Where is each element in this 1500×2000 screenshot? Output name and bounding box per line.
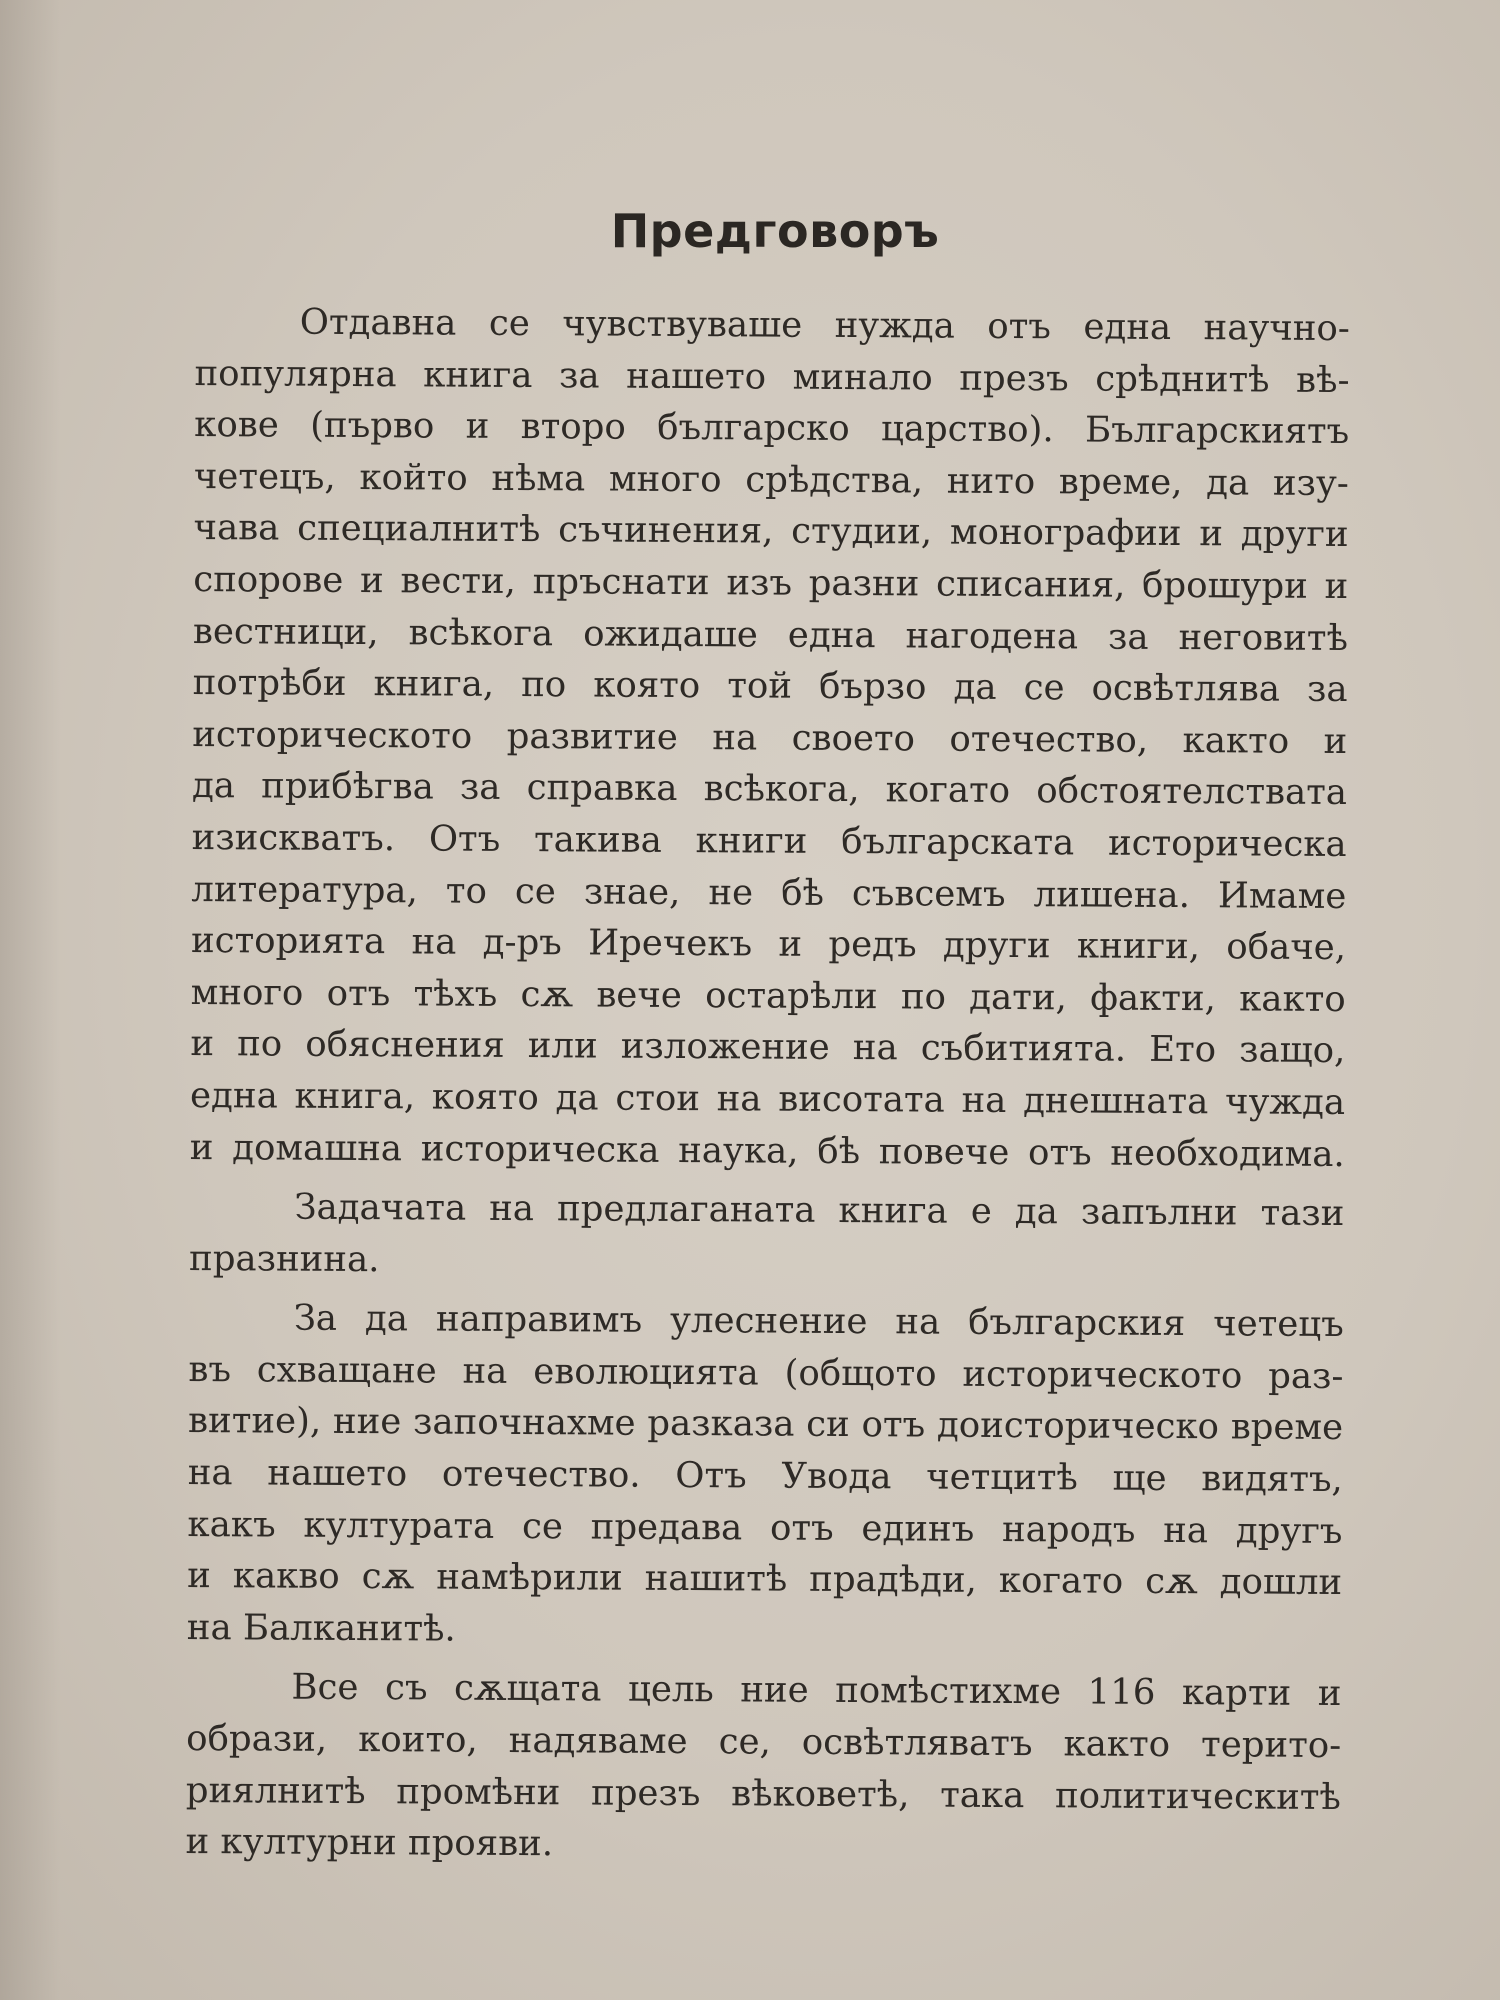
text-line: празнина. <box>188 1237 380 1280</box>
text-line: историческото развитие на своето отечество, както и <box>192 713 1348 762</box>
paragraph-3 <box>187 1292 1344 1660</box>
page-title: Предговоръ <box>610 204 940 258</box>
text-line: популярна книга за нашето минало презъ срѣднитѣ вѣ- <box>194 352 1350 401</box>
text-line: Задачата на предлаганата книга е да запълни тази <box>294 1186 1345 1235</box>
text-line: потрѣби книга, по която той бързо да се освѣтлява за <box>192 662 1348 711</box>
text-line: вестници, всѣкога ожидаше една нагодена за неговитѣ <box>192 610 1349 659</box>
text-line: на нашето отечество. Отъ Увода четцитѣ ще видятъ, <box>187 1452 1343 1501</box>
text-line: Все съ сѫщата цель ние помѣстихме 116 карти и <box>291 1667 1342 1715</box>
paragraph-4 <box>185 1661 1341 1874</box>
text-line: и по обяснения или изложение на събитията. Ето защо, <box>190 1023 1346 1072</box>
text-line: и домашна историческа наука, бѣ повече отъ необходима. <box>189 1126 1345 1175</box>
text-line: и културни прояви. <box>185 1821 554 1865</box>
text-line: на Балканитѣ. <box>186 1606 456 1650</box>
text-line: какъ културата се предава отъ единъ народъ на другъ <box>187 1503 1343 1552</box>
text-line: риялнитѣ промѣни презъ вѣковетѣ, така политическитѣ <box>185 1769 1341 1818</box>
text-line: и какво сѫ намѣрили нашитѣ прадѣди, когато сѫ дошли <box>187 1555 1343 1604</box>
paragraph-2 <box>189 1181 1345 1291</box>
paragraph-1 <box>190 296 1350 1180</box>
text-line: кове (първо и второ българско царство). Българскиятъ <box>194 404 1350 453</box>
text-line: литература, то се знае, не бѣ съвсемъ лишена. Имаме <box>191 868 1347 917</box>
text-line: въ схващане на еволюцията (общото историческото раз- <box>188 1348 1344 1397</box>
text-line: образи, които, надяваме се, освѣтляватъ както терито- <box>186 1718 1342 1767</box>
text-line: много отъ тѣхъ сѫ вече остарѣли по дати, факти, както <box>190 971 1346 1020</box>
text-line: да прибѣгва за справка всѣкога, когато обстоятелствата <box>191 765 1348 814</box>
text-line: историята на д-ръ Иречекъ и редъ други книги, обаче, <box>190 920 1347 969</box>
text-line: изискватъ. Отъ такива книги българската историческа <box>191 816 1347 865</box>
text-line: спорове и вести, пръснати изъ разни списания, брошури и <box>193 558 1349 608</box>
text-line: За да направимъ улеснение на българския четецъ <box>293 1297 1344 1346</box>
text-line: четецъ, който нѣма много срѣдства, нито време, да изу- <box>193 455 1350 504</box>
text-line: чава специалнитѣ съчинения, студии, монографии и други <box>193 507 1349 556</box>
text-line: една книга, която да стои на висотата на днешната чужда <box>189 1074 1346 1123</box>
preface-body <box>185 296 1350 1883</box>
text-line: витие), ние започнахме разказа си отъ доисторическо време <box>188 1400 1344 1449</box>
text-line: Отдавна се чувствуваше нужда отъ една научно- <box>299 301 1350 350</box>
